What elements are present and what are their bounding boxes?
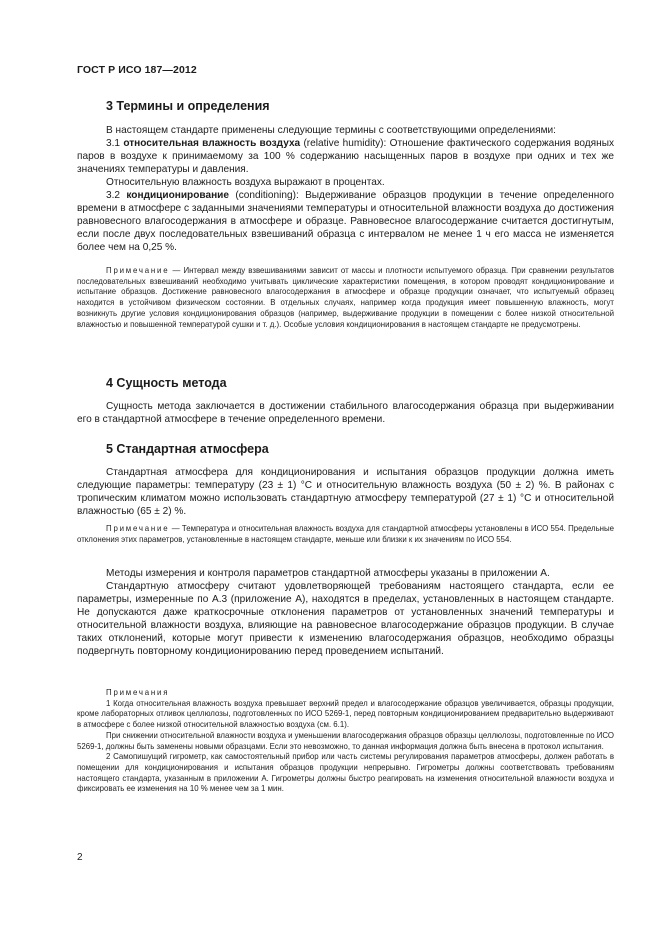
section-5-note <box>77 524 614 545</box>
note-1b: При снижении относительной влажности воздуха и уменьшении влагосодержания образцов образцы целлюлозы, подготовленные по ИСО 5269-1, должны быть заменены новыми образцами. Если это невозможно, то данная информация должна быть внесена в протокол испытания. <box>77 730 614 751</box>
section-5-p2: Методы измерения и контроля параметров стандартной атмосферы указаны в приложении А. <box>106 568 550 579</box>
section-4 <box>77 376 614 390</box>
term-3-1-name: относительная влажность воздуха <box>123 137 301 149</box>
document-header: ГОСТ Р ИСО 187—2012 <box>77 64 197 76</box>
note-label: Примечание <box>106 266 170 275</box>
page-number: 2 <box>77 852 83 863</box>
section-4-body <box>77 401 614 427</box>
section-3-body <box>77 125 614 255</box>
note-label: Примечание <box>106 524 170 533</box>
term-3-1-number: 3.1 <box>106 137 121 149</box>
notes-label: Примечания <box>106 688 170 697</box>
section-5-title: 5 Стандартная атмосфера <box>106 442 269 456</box>
section-5-p3: Стандартную атмосферу считают удовлетворяющей требованиям настоящего стандарта, если ее параметры, измеренные по А.3 (приложение А), находятся в пределах, установленных в настоящем стандарте. Не допускаются даже краткосрочные отклонения параметров от установленных значений температуры и относительной влажности воздуха, влияющие на равновесное влагосодержание образцов продукции. В случае таких отклонений, которые могут привести к изменению влагосодержания образцов, необходимо образцы подвергнуть повторному кондиционированию перед проведением испытаний. <box>77 580 614 657</box>
section-3-intro: В настоящем стандарте применены следующие термины с соответствующими определениями: <box>106 125 556 136</box>
note-2: 2 Самопишущий гигрометр, как самостоятельный прибор или часть системы регулирования параметров атмосферы, должен работать в помещении для кондиционирования и испытания образцов продукции непрерывно. Гигрометры должны соответствовать требованиям настоящего стандарта, указанным в приложении А. Гигрометры должны быстро реагировать на изменения относительной влажности воздуха и фиксировать ее изменения на 10 % менее чем за 1 мин. <box>77 752 614 794</box>
section-5-body-2 <box>77 568 614 659</box>
section-5-body <box>77 467 614 519</box>
term-3-1-extra: Относительную влажность воздуха выражают в процентах. <box>106 176 385 188</box>
note-text: — Температура и относительная влажность воздуха для стандартной атмосферы установлены в ИСО 554. Предельные отклонения этих параметров, установленные в настоящем стандарте, меньше или близки к их значениям по ИСО 554. <box>77 524 614 544</box>
section-3 <box>77 99 614 113</box>
term-3-2 <box>77 190 614 255</box>
section-5-p1: Стандартная атмосфера для кондиционирования и испытания образцов продукции должна иметь следующие параметры: температуру (23 ± 1) °С и относительную влажность воздуха (50 ± 2) %. В районах с тропическим климатом можно использовать стандартную атмосферу температурой (27 ± 1) °С и относительной влажностью (65 ± 2) %. <box>77 467 614 517</box>
section-3-note <box>77 266 614 330</box>
note-text: — Интервал между взвешиваниями зависит от массы и плотности испытуемого образца. При сравнении результатов последовательных взвешиваний необходимо учитывать циклические характеристики помещения, в котором проводят кондиционирование и испытание образцов. Достижение равновесного влагосодержания в атмосфере и образце продукции означает, что испытуемый образец находится в устойчивом физическом состоянии. В отдельных случаях, например когда продукция имеет повышенную влажность, могут возникнуть другие условия кондиционирования образцов (например, выдерживание продукции в помещении с более низкой относительной влажностью и повышенной температурой сушки и т. д.). Особые условия кондиционирования в настоящем стандарте не предусмотрены. <box>77 266 614 329</box>
section-5 <box>77 442 614 456</box>
term-3-1-definition: (relative humidity): Отношение фактического содержания водяных паров в воздухе к принимаемому за 100 % содержанию насыщенных паров в воздухе при одних и тех же значениях температуры и давления. <box>77 137 614 175</box>
section-5-notes <box>77 688 614 795</box>
term-3-2-definition: (conditioning): Выдерживание образцов продукции в течение определенного времени в атмосфере с заданными значениями температуры и относительной влажности воздуха до достижения равновесного влагосодержания в атмосфере и образце. Равновесное влагосодержание считается достигнутым, если после двух последовательных взвешиваний образца с интервалом не менее 1 ч его масса не изменяется более чем на 0,25 %. <box>77 189 615 253</box>
term-3-1 <box>77 138 614 177</box>
section-4-text: Сущность метода заключается в достижении стабильного влагосодержания образца при выдерживании его в стандартной атмосфере в течение определенного времени. <box>77 401 614 425</box>
note-1: 1 Когда относительная влажность воздуха превышает верхний предел и влагосодержание образцов увеличивается, образцы продукции, кроме лабораторных отливок целлюлозы, подготовленных по ИСО 5269-1, перед повторным кондиционированием предварительно выдерживают в атмосфере с более низкой относительной влажностью воздуха (см. 6.1). <box>77 698 614 730</box>
term-3-2-name: кондиционирование <box>126 189 229 201</box>
section-4-title: 4 Сущность метода <box>106 376 227 390</box>
term-3-2-number: 3.2 <box>106 189 121 201</box>
section-3-title: 3 Термины и определения <box>106 99 270 113</box>
